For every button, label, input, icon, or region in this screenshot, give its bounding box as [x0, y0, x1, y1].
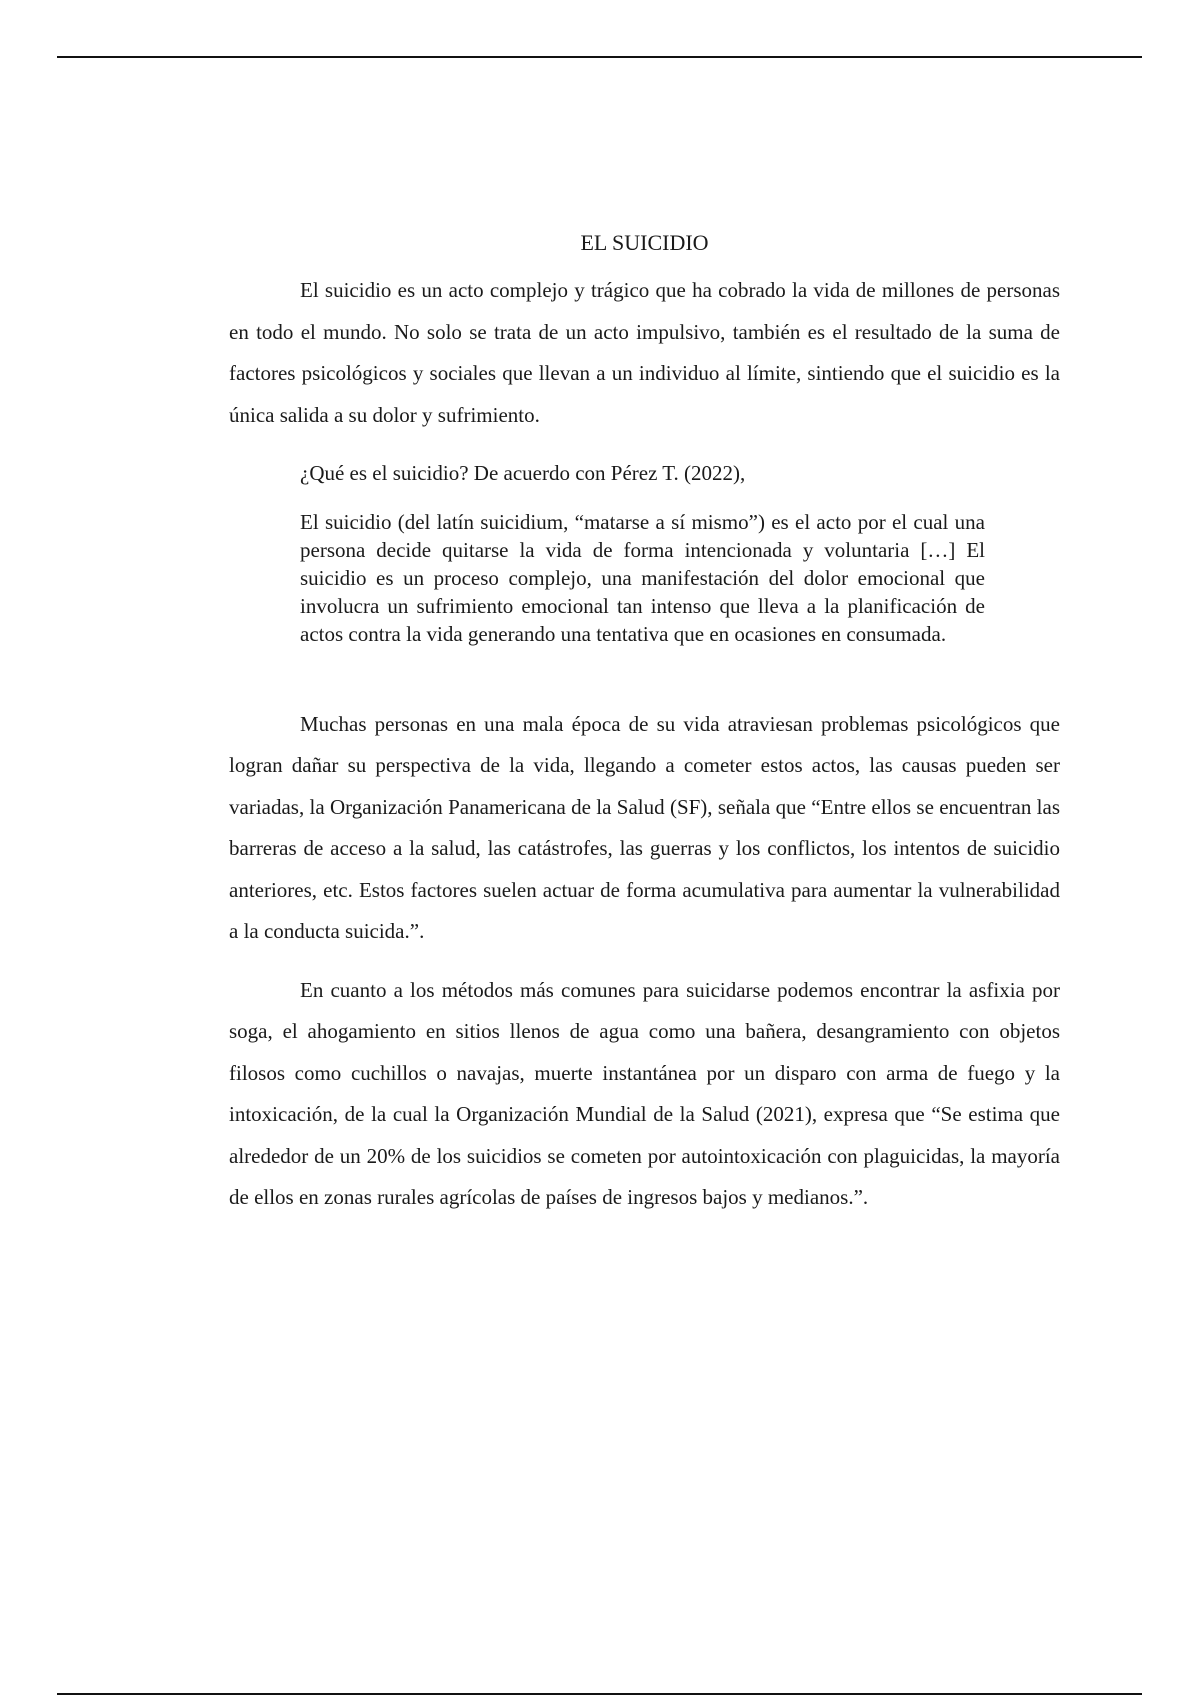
block-quote: El suicidio (del latín suicidium, “matarse a sí mismo”) es el acto por el cual una persona decide quitarse la vida de forma intencionada y voluntaria […] El suicidio es un proceso complejo, una manifestación del dolor emocional que involucra un sufrimiento emocional tan intenso que lleva a la planificación de actos contra la vida generando una tentativa que en ocasiones en consumada.: [300, 509, 985, 646]
document-title: EL SUICIDIO: [580, 230, 709, 255]
document-body: [229, 226, 1060, 1219]
paragraph-intro: El suicidio es un acto complejo y trágico que ha cobrado la vida de millones de personas en todo el mundo. No solo se trata de un acto impulsivo, también es el resultado de la suma de factores psicológicos y sociales que llevan a un individuo al límite, sintiendo que el suicidio es la única salida a su dolor y sufrimiento.: [229, 278, 1060, 427]
footer-rule: [57, 1693, 1142, 1695]
header-rule: [57, 56, 1142, 58]
paragraph-causes: Muchas personas en una mala época de su vida atraviesan problemas psicológicos que logran dañar su perspectiva de la vida, llegando a cometer estos actos, las causas pueden ser variadas, la Organización Panamericana de la Salud (SF), señala que “Entre ellos se encuentran las barreras de acceso a la salud, las catástrofes, las guerras y los conflictos, los intentos de suicidio anteriores, etc. Estos factores suelen actuar de forma acumulativa para aumentar la vulnerabilidad a la conducta suicida.”.: [229, 711, 1060, 943]
paragraph-methods: En cuanto a los métodos más comunes para suicidarse podemos encontrar la asfixia por soga, el ahogamiento en sitios llenos de agua como una bañera, desangramiento con objetos filosos como cuchillos o navajas, muerte instantánea por un disparo con arma de fuego y la intoxicación, de la cual la Organización Mundial de la Salud (2021), expresa que “Se estima que alrededor de un 20% de los suicidios se cometen por autointoxicación con plaguicidas, la mayoría de ellos en zonas rurales agrícolas de países de ingresos bajos y medianos.”.: [229, 977, 1060, 1209]
quote-lead-in: ¿Qué es el suicidio? De acuerdo con Pérez T. (2022),: [300, 461, 746, 485]
